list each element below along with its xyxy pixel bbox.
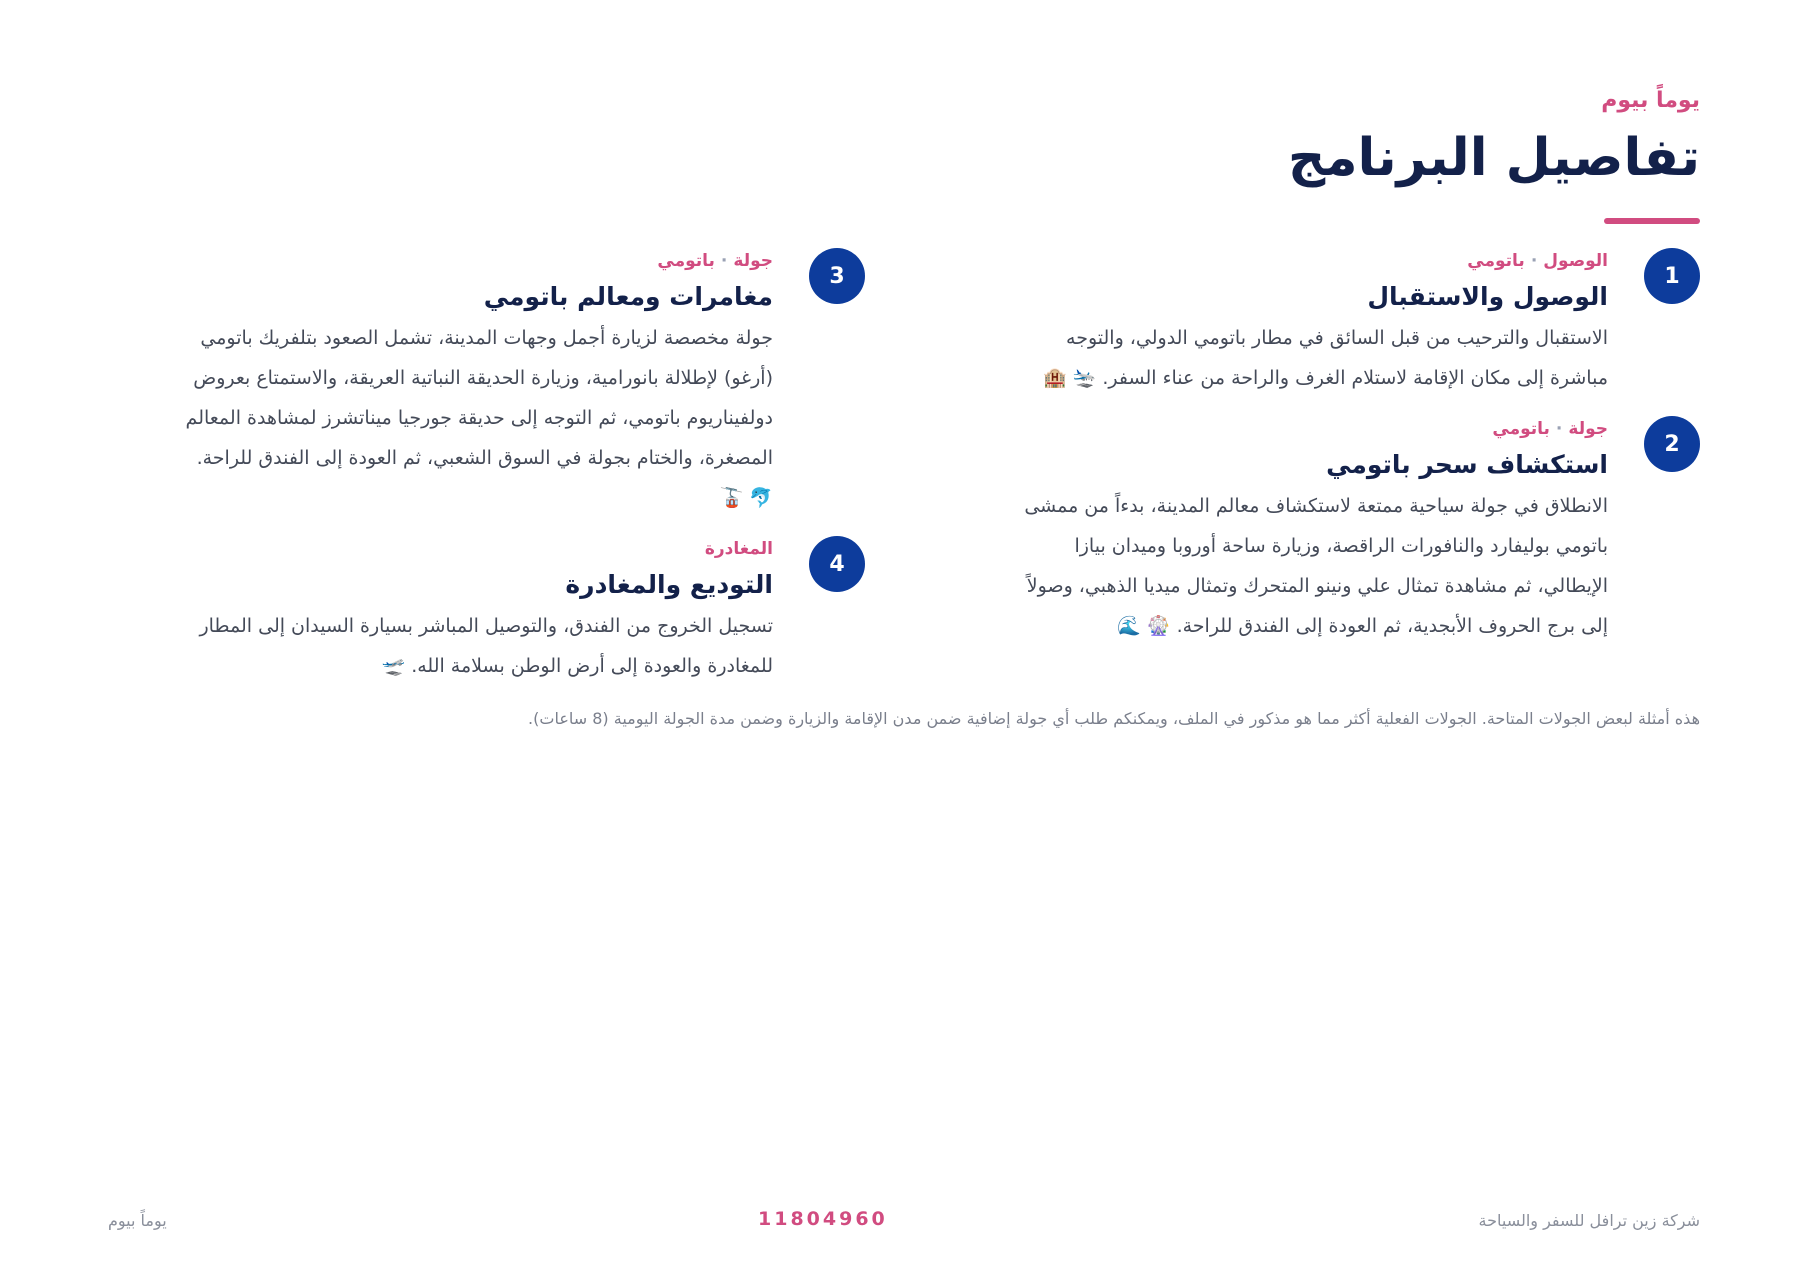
item-title: الوصول والاستقبال xyxy=(1367,282,1608,311)
tours-note: هذه أمثلة لبعض الجولات المتاحة. الجولات الفعلية أكثر مما هو مذكور في الملف، ويمكنكم طلب أي جولة إضافية ضمن مدن الإقامة والزيارة وضمن مدة الجولة اليومية (8 ساعات). xyxy=(528,709,1700,728)
item-tag xyxy=(175,248,773,274)
itinerary-item-4 xyxy=(175,536,865,686)
item-description xyxy=(1010,318,1608,398)
item-tag-sub: باتومي xyxy=(1492,419,1550,439)
item-tag-main: جولة xyxy=(733,251,773,271)
item-tag xyxy=(1010,416,1608,442)
footer-section-label: يوماً بيوم xyxy=(108,1211,167,1230)
footer-phone-number: 11804960 xyxy=(758,1208,888,1230)
item-tag-main: جولة xyxy=(1568,419,1608,439)
itinerary-item-2 xyxy=(1010,416,1700,646)
item-tag-sub: باتومي xyxy=(1467,251,1525,271)
step-number-badge: 1 xyxy=(1644,248,1700,304)
item-description-text: تسجيل الخروج من الفندق، والتوصيل المباشر بسيارة السيدان إلى المطار للمغادرة والعودة إلى أرض الوطن بسلامة الله. xyxy=(199,615,773,677)
sightseeing-emoji-icon: 🎡 🌊 xyxy=(1117,615,1171,637)
item-description-text: الاستقبال والترحيب من قبل السائق في مطار باتومي الدولي، والتوجه مباشرة إلى مكان الإقامة لاستلام الغرف والراحة من عناء السفر. xyxy=(1066,327,1608,389)
item-description xyxy=(175,606,773,686)
item-title: مغامرات ومعالم باتومي xyxy=(483,282,773,311)
section-eyebrow: يوماً بيوم xyxy=(1601,88,1700,113)
tag-separator: · xyxy=(1555,419,1563,439)
item-description-text: جولة مخصصة لزيارة أجمل وجهات المدينة، تشمل الصعود بتلفريك باتومي (أرغو) لإطلالة بانورامية، وزيارة الحديقة النباتية العريقة، والاستمتاع بعروض دولفيناريوم باتومي، ثم التوجه إلى حديقة جورجيا ميناتشرز لمشاهدة المعالم المصغرة، والختام بجولة في السوق الشعبي، ثم العودة إلى الفندق للراحة. xyxy=(185,327,773,469)
item-tag-main: المغادرة xyxy=(704,539,773,559)
item-tag-sub: باتومي xyxy=(657,251,715,271)
footer-company-name: شركة زين ترافل للسفر والسياحة xyxy=(1478,1211,1700,1230)
itinerary-item-3 xyxy=(175,248,865,518)
item-tag-main: الوصول xyxy=(1543,251,1608,271)
step-number-badge: 3 xyxy=(809,248,865,304)
item-title: التوديع والمغادرة xyxy=(565,570,773,599)
item-tag xyxy=(1010,248,1608,274)
title-underline xyxy=(1604,218,1700,224)
item-description xyxy=(175,318,773,518)
item-description xyxy=(1010,486,1608,646)
itinerary-column-left xyxy=(175,248,865,704)
page-title: تفاصيل البرنامج xyxy=(1287,128,1700,188)
step-number-badge: 2 xyxy=(1644,416,1700,472)
itinerary-item-1 xyxy=(1010,248,1700,398)
airplane-departure-emoji-icon: 🛫 xyxy=(381,655,406,677)
item-description-text: الانطلاق في جولة سياحية ممتعة لاستكشاف معالم المدينة، بدءاً من ممشى باتومي بوليفارد والنافورات الراقصة، وزيارة ساحة أوروبا وميدان بيازا الإيطالي، ثم مشاهدة تمثال علي ونينو المتحرك وتمثال ميديا الذهبي، وصولاً إلى برج الحروف الأبجدية، ثم العودة إلى الفندق للراحة. xyxy=(1024,495,1608,637)
item-title: استكشاف سحر باتومي xyxy=(1326,450,1608,479)
dolphin-cablecar-emoji-icon: 🐬 🚡 xyxy=(719,487,773,509)
travel-emoji-icon: 🛬 🏨 xyxy=(1042,367,1097,389)
step-number-badge: 4 xyxy=(809,536,865,592)
tag-separator: · xyxy=(1530,251,1538,271)
item-tag xyxy=(175,536,773,562)
tag-separator: · xyxy=(720,251,728,271)
itinerary-column-right xyxy=(1010,248,1700,664)
